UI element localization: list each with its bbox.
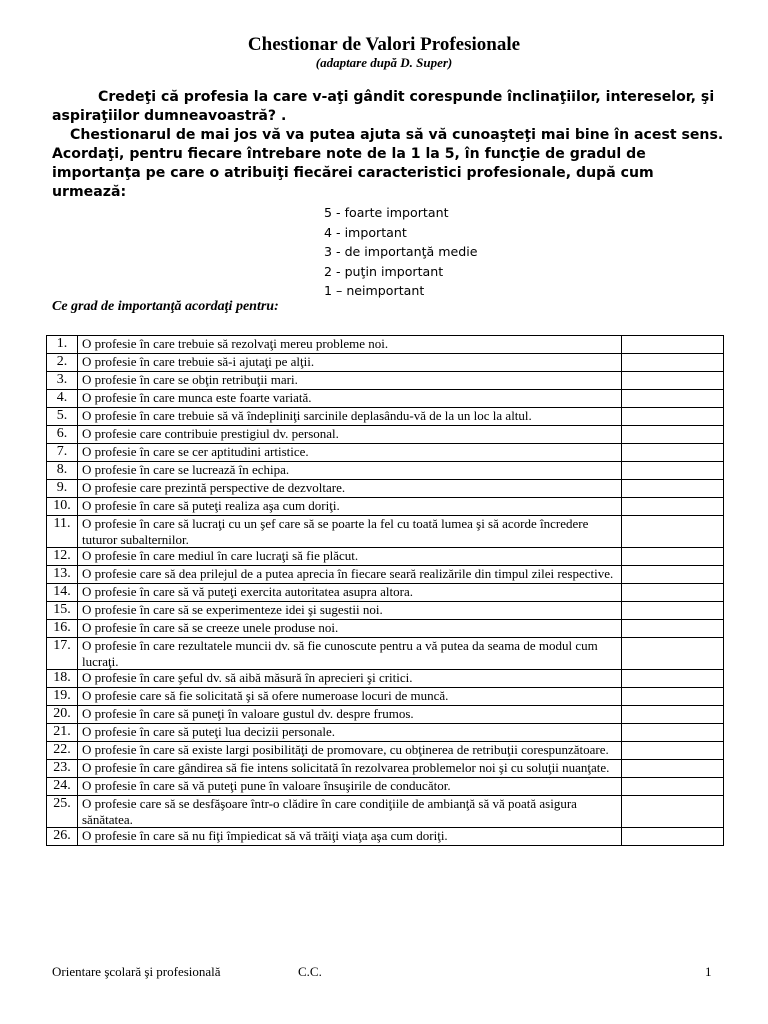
table-row (47, 408, 724, 426)
score-cell[interactable] (622, 480, 724, 498)
item-text: O profesie în care se lucrează în echipa. (78, 462, 622, 480)
footer-title: Orientare şcolară şi profesională (52, 964, 221, 979)
item-number: 8. (47, 462, 78, 480)
table-row (47, 566, 724, 584)
item-number: 2. (47, 354, 78, 372)
table-row (47, 602, 724, 620)
scale-item: 4 - important (324, 224, 407, 240)
score-cell[interactable] (622, 760, 724, 778)
table-row (47, 372, 724, 390)
item-number: 10. (47, 498, 78, 516)
footer-initials: C.C. (298, 964, 322, 979)
table-row (47, 498, 724, 516)
item-text: O profesie în care munca este foarte variată. (78, 390, 622, 408)
table-row (47, 584, 724, 602)
intro-paragraph-2: Chestionarul de mai jos vă va putea ajuta să vă cunoaşteţi mai bine în acest sens. Acordaţi, pentru fiecare întrebare note de la 1 la 5, în funcţie de gradul de importanţa pe care o atribuiţi fiecărei caracteristici profesionale, după cum urmează: (52, 127, 724, 200)
item-text: O profesie în care să puteţi realiza aşa cum doriţi. (78, 498, 622, 516)
item-text: O profesie care contribuie prestigiul dv. personal. (78, 426, 622, 444)
intro-paragraph-1: Credeţi că profesia la care v-aţi gândit corespunde înclinaţiilor, intereselor, şi aspiraţiilor dumneavoastră? . (52, 89, 715, 124)
item-text: O profesie în care trebuie să-i ajutaţi pe alţii. (78, 354, 622, 372)
item-text: O profesie care să fie solicitată şi să ofere numeroase locuri de muncă. (78, 688, 622, 706)
scale-item: 3 - de importanţă medie (324, 244, 478, 259)
table-row (47, 548, 724, 566)
score-cell[interactable] (622, 584, 724, 602)
item-text: O profesie care prezintă perspective de dezvoltare. (78, 480, 622, 498)
intro-text (52, 88, 732, 202)
item-text: O profesie în care şeful dv. să aibă măsură în aprecieri şi critici. (78, 670, 622, 688)
table-row (47, 724, 724, 742)
item-text: O profesie în care să lucraţi cu un şef care să se poarte la fel cu toată lumea şi să acorde încredere tuturor subalternilor. (78, 516, 622, 548)
table-row (47, 390, 724, 408)
item-number: 1. (47, 336, 78, 354)
score-cell[interactable] (622, 444, 724, 462)
item-number: 12. (47, 548, 78, 566)
score-cell[interactable] (622, 796, 724, 828)
item-number: 24. (47, 778, 78, 796)
score-cell[interactable] (622, 372, 724, 390)
score-cell[interactable] (622, 742, 724, 760)
item-number: 17. (47, 638, 78, 670)
item-text: O profesie în care trebuie să vă îndepliniţi sarcinile deplasându-vă de la un loc la altul. (78, 408, 622, 426)
table-row (47, 444, 724, 462)
table-row (47, 516, 724, 548)
item-number: 14. (47, 584, 78, 602)
score-cell[interactable] (622, 724, 724, 742)
score-cell[interactable] (622, 602, 724, 620)
score-cell[interactable] (622, 620, 724, 638)
item-number: 4. (47, 390, 78, 408)
item-number: 11. (47, 516, 78, 548)
item-text: O profesie în care să puneţi în valoare gustul dv. despre frumos. (78, 706, 622, 724)
score-cell[interactable] (622, 778, 724, 796)
score-cell[interactable] (622, 336, 724, 354)
score-cell[interactable] (622, 828, 724, 846)
score-cell[interactable] (622, 548, 724, 566)
score-cell[interactable] (622, 498, 724, 516)
item-number: 22. (47, 742, 78, 760)
item-text: O profesie în care să existe largi posibilităţi de promovare, cu obţinerea de retribuţii corespunzătoare. (78, 742, 622, 760)
table-row (47, 706, 724, 724)
item-number: 15. (47, 602, 78, 620)
item-number: 26. (47, 828, 78, 846)
table-row (47, 480, 724, 498)
score-cell[interactable] (622, 354, 724, 372)
scale-item: 1 – neimportant (324, 283, 425, 298)
table-row (47, 828, 724, 846)
scale-item: 5 - foarte important (324, 205, 449, 220)
item-text: O profesie în care se cer aptitudini artistice. (78, 444, 622, 462)
item-number: 6. (47, 426, 78, 444)
item-number: 16. (47, 620, 78, 638)
table-row (47, 742, 724, 760)
question-prompt: Ce grad de importanţă acordaţi pentru: (52, 299, 279, 314)
score-cell[interactable] (622, 688, 724, 706)
score-cell[interactable] (622, 516, 724, 548)
table-row (47, 796, 724, 828)
score-cell[interactable] (622, 566, 724, 584)
item-text: O profesie în care să se creeze unele produse noi. (78, 620, 622, 638)
item-text: O profesie în care se obţin retribuţii mari. (78, 372, 622, 390)
item-number: 9. (47, 480, 78, 498)
table-row (47, 760, 724, 778)
item-text: O profesie în care să se experimenteze idei şi sugestii noi. (78, 602, 622, 620)
item-number: 25. (47, 796, 78, 828)
score-cell[interactable] (622, 390, 724, 408)
score-cell[interactable] (622, 670, 724, 688)
questionnaire-table (46, 335, 724, 846)
item-number: 19. (47, 688, 78, 706)
table-row (47, 688, 724, 706)
item-number: 21. (47, 724, 78, 742)
page-subtitle: (adaptare după D. Super) (315, 55, 453, 70)
score-cell[interactable] (622, 706, 724, 724)
item-text: O profesie în care să puteţi lua decizii personale. (78, 724, 622, 742)
score-cell[interactable] (622, 462, 724, 480)
item-text: O profesie în care să vă puteţi exercita autoritatea asupra altora. (78, 584, 622, 602)
item-text: O profesie în care să vă puteţi pune în valoare însuşirile de conducător. (78, 778, 622, 796)
item-number: 20. (47, 706, 78, 724)
score-cell[interactable] (622, 408, 724, 426)
table-row (47, 670, 724, 688)
item-text: O profesie în care mediul în care lucraţi să fie plăcut. (78, 548, 622, 566)
table-row (47, 336, 724, 354)
scale-item: 2 - puţin important (324, 263, 444, 279)
item-text: O profesie care să se desfăşoare într-o clădire în care condiţiile de ambianţă să vă poată asigura sănătatea. (78, 796, 622, 828)
score-cell[interactable] (622, 426, 724, 444)
item-text: O profesie în care trebuie să rezolvaţi mereu probleme noi. (78, 336, 622, 354)
item-number: 7. (47, 444, 78, 462)
page-title: Chestionar de Valori Profesionale (247, 34, 521, 55)
table-row (47, 620, 724, 638)
table-row (47, 354, 724, 372)
table-row (47, 778, 724, 796)
score-cell[interactable] (622, 638, 724, 670)
item-number: 18. (47, 670, 78, 688)
rating-scale (324, 203, 478, 301)
item-number: 5. (47, 408, 78, 426)
item-text: O profesie în care rezultatele muncii dv. să fie cunoscute pentru a vă putea da seama de modul cum lucraţi. (78, 638, 622, 670)
item-text: O profesie în care gândirea să fie intens solicitată în rezolvarea problemelor noi şi cu soluţii nuanţate. (78, 760, 622, 778)
item-number: 13. (47, 566, 78, 584)
table-row (47, 426, 724, 444)
page-number: 1 (705, 964, 712, 979)
table-row (47, 638, 724, 670)
item-number: 3. (47, 372, 78, 390)
table-row (47, 462, 724, 480)
item-text: O profesie în care să nu fiţi împiedicat să vă trăiţi viaţa aşa cum doriţi. (78, 828, 622, 846)
item-text: O profesie care să dea prilejul de a putea aprecia în fiecare seară realizările din timpul zilei respective. (78, 566, 622, 584)
item-number: 23. (47, 760, 78, 778)
